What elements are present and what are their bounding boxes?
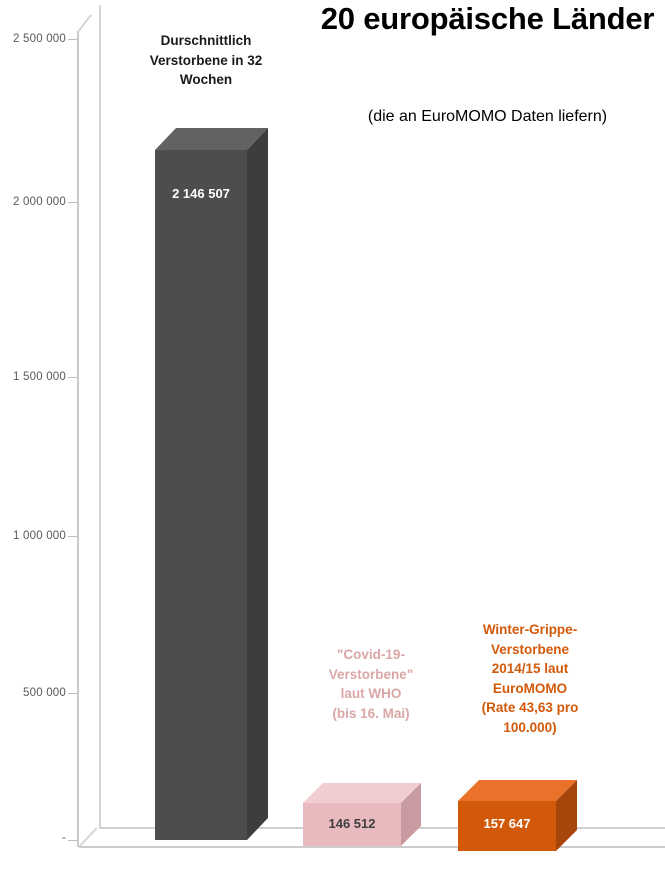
bar-value-label: 146 512	[328, 816, 376, 831]
page-title: 20 europäische Länder	[320, 1, 655, 36]
bar-flu-deaths[interactable]	[458, 780, 556, 860]
bar-label-line: Verstorbene in 32	[149, 52, 263, 68]
page-subtitle: (die an EuroMOMO Daten liefern)	[367, 108, 608, 125]
y-tick-label: 2 500 000	[13, 33, 66, 45]
y-axis-front-line	[77, 32, 79, 847]
bar-label-line: Wochen	[179, 72, 233, 88]
axis-depth-connector-bottom	[78, 827, 97, 847]
y-tick-mark	[68, 840, 77, 841]
y-axis-back-line	[99, 5, 101, 827]
y-tick-mark	[68, 536, 77, 537]
bar-label-line: Winter-Grippe-	[482, 622, 578, 637]
bar-label-line: laut WHO	[340, 686, 402, 702]
bar-value-label: 2 146 507	[172, 186, 230, 201]
bar-label-line: EuroMOMO	[492, 680, 568, 696]
bar-label-line: Verstorbene	[490, 641, 570, 657]
bar-label-covid-deaths	[301, 645, 441, 723]
y-tick-label: 500 000	[23, 687, 66, 699]
bar-label-line: (Rate 43,63 pro	[481, 700, 579, 716]
bar-label-average-deaths	[126, 31, 286, 90]
y-tick-mark	[68, 39, 77, 40]
y-tick-label: 2 000 000	[13, 196, 66, 208]
bar-3d-shape	[155, 128, 275, 840]
bar-label-line: Verstorbene"	[328, 666, 414, 682]
bar-label-line: 2014/15 laut	[491, 661, 569, 677]
y-tick-mark	[68, 377, 77, 378]
bar-label-line: Durschnittlich	[160, 33, 252, 48]
bar-average-deaths[interactable]	[155, 128, 247, 840]
y-tick-mark	[68, 202, 77, 203]
bar-label-line: (bis 16. Mai)	[332, 705, 410, 721]
bar-label-line: "Covid-19-	[337, 647, 405, 662]
bar-value-label: 157 647	[483, 816, 531, 831]
bar-label-line: 100.000)	[503, 719, 557, 735]
y-tick-label: 1 500 000	[13, 371, 66, 383]
y-tick-mark	[68, 693, 77, 694]
bar-covid-deaths[interactable]	[303, 783, 401, 850]
y-tick-label: 1 000 000	[13, 530, 66, 542]
axis-depth-connector-top	[76, 14, 92, 33]
y-tick-label: -	[61, 832, 66, 844]
bar-label-flu-deaths	[455, 620, 605, 737]
